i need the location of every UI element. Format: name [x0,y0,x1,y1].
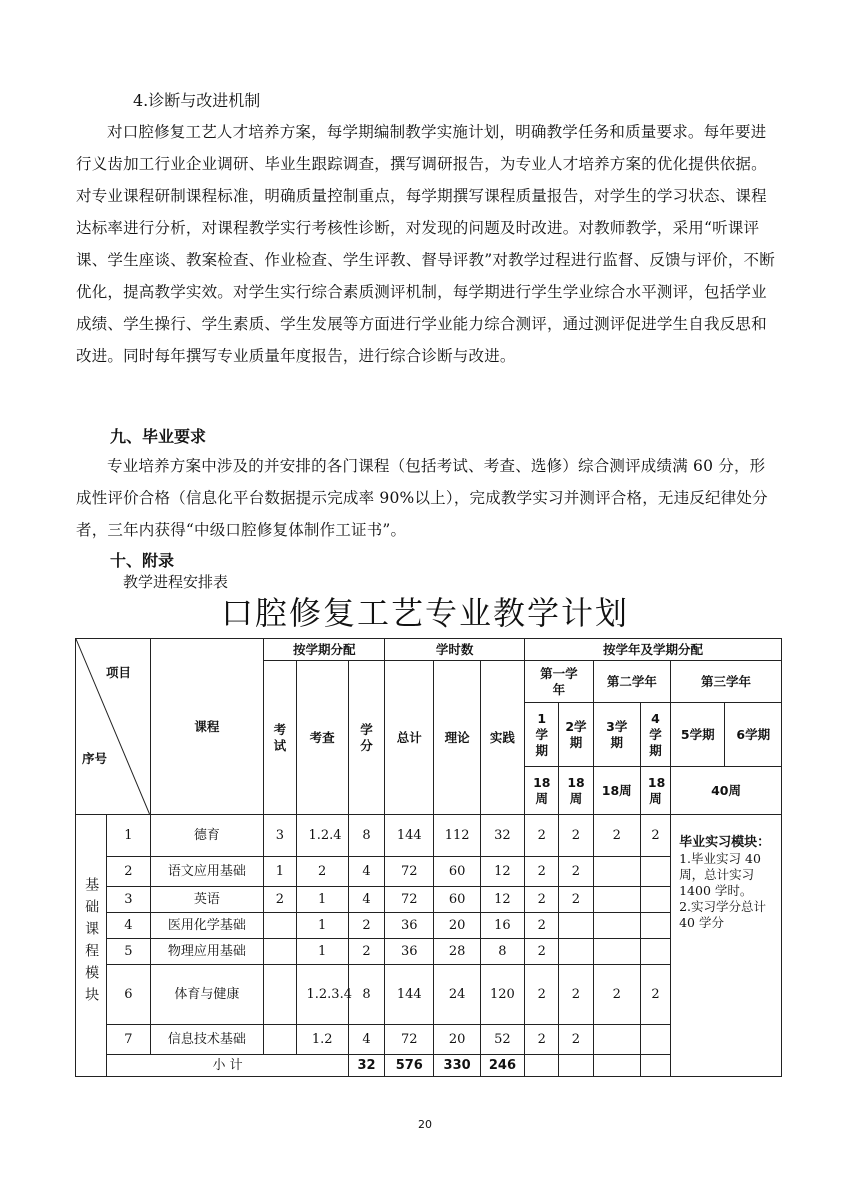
subtotal-credit: 32 [348,1055,384,1077]
sem-4-cell: 2 [640,965,670,1025]
row-no: 6 [107,965,150,1025]
exam-cell [264,1025,296,1055]
subtotal-practice: 246 [480,1055,524,1077]
sem-2-cell [559,913,593,939]
empty-cell [525,1055,559,1077]
sem-4-cell [640,1025,670,1055]
sem-2-cell: 2 [559,1025,593,1055]
sem-3-cell [593,939,640,965]
course-name: 信息技术基础 [150,1025,264,1055]
corner-header-cell [76,639,151,815]
check-cell: 1.2 [296,1025,348,1055]
check-header: 考查 [296,661,348,815]
practice-cell: 120 [480,965,524,1025]
practice-header: 实践 [480,661,524,815]
section-9-body: 专业培养方案中涉及的并安排的各门课程（包括考试、考查、选修）综合测评成绩满 60 分，形成性评价合格（信息化平台数据提示完成率 90%以上），完成教学实习并测评合格，无违反纪律处分者，三年内获得“中级口腔修复体制作工证书”。 [76,457,768,539]
check-cell: 1.2.3.4 [296,965,348,1025]
course-name: 语文应用基础 [150,857,264,887]
sem-1-header: 1学期 [525,703,559,767]
year-1-header: 第一学年 [525,661,593,703]
week-2-header: 18周 [559,767,593,815]
year-dist-header: 按学年及学期分配 [525,639,782,661]
teaching-plan-table [75,638,782,1077]
exam-cell [264,965,296,1025]
sem-2-cell [559,939,593,965]
practice-cell: 16 [480,913,524,939]
exam-cell: 2 [264,887,296,913]
sem-3-cell [593,1025,640,1055]
total-cell: 144 [385,965,434,1025]
sem-1-cell: 2 [525,965,559,1025]
total-cell: 72 [385,1025,434,1055]
sem-1-cell: 2 [525,887,559,913]
appendix-subheading: 教学进程安排表 [123,573,229,591]
subtotal-label: 小 计 [107,1055,349,1077]
credit-cell: 4 [348,887,384,913]
total-header: 总计 [385,661,434,815]
theory-cell: 24 [434,965,480,1025]
week-3-header: 18周 [593,767,640,815]
sem-5-header: 5学期 [671,703,725,767]
sem-1-cell: 2 [525,913,559,939]
section-4-heading: 4.诊断与改进机制 [133,91,261,110]
empty-cell [640,1055,670,1077]
check-cell: 1 [296,913,348,939]
total-cell: 144 [385,815,434,857]
practice-cell: 12 [480,887,524,913]
sem-4-cell [640,857,670,887]
credit-header: 学分 [348,661,384,815]
week-1-header: 18周 [525,767,559,815]
check-cell: 2 [296,857,348,887]
sem-2-cell: 2 [559,857,593,887]
theory-cell: 60 [434,887,480,913]
note-title: 毕业实习模块： [679,835,771,850]
credit-cell: 2 [348,913,384,939]
hours-header: 学时数 [385,639,525,661]
course-name: 体育与健康 [150,965,264,1025]
sem-3-cell: 2 [593,965,640,1025]
practice-cell: 8 [480,939,524,965]
check-cell: 1.2.4 [296,815,348,857]
subtotal-total: 576 [385,1055,434,1077]
theory-cell: 20 [434,1025,480,1055]
row-no: 5 [107,939,150,965]
sem-4-cell: 2 [640,815,670,857]
item-label: 项目 [106,665,132,680]
total-cell: 36 [385,939,434,965]
exam-cell: 3 [264,815,296,857]
course-name: 医用化学基础 [150,913,264,939]
sem-1-cell: 2 [525,939,559,965]
exam-header: 考试 [264,661,296,815]
week-56-header: 40周 [671,767,782,815]
section-4-body: 对口腔修复工艺人才培养方案，每学期编制教学实施计划，明确教学任务和质量要求。每年要进行义齿加工行业企业调研、毕业生跟踪调查，撰写调研报告，为专业人才培养方案的优化提供依据。对专业课程研制课程标准，明确质量控制重点，每学期撰写课程质量报告，对学生的学习状态、课程达标率进行分析，对课程教学实行考核性诊断，对发现的问题及时改进。对教师教学，采用“听课评课、学生座谈、教案检查、作业检查、学生评教、督导评教”对教学过程进行监督、反馈与评价，不断优化，提高教学实效。对学生实行综合素质测评机制，每学期进行学生学业综合水平测评，包括学业成绩、学生操行、学生素质、学生发展等方面进行学业能力综合测评，通过测评促进学生自我反思和改进。同时每年撰写专业质量年度报告，进行综合诊断与改进。 [76,123,775,365]
table-row [76,815,782,857]
year-2-header: 第二学年 [593,661,671,703]
row-no: 2 [107,857,150,887]
sem-1-cell: 2 [525,1025,559,1055]
sem-1-cell: 2 [525,857,559,887]
theory-cell: 28 [434,939,480,965]
sem-4-header: 4学期 [640,703,670,767]
week-4-header: 18周 [640,767,670,815]
exam-cell [264,939,296,965]
sem-1-cell: 2 [525,815,559,857]
semester-dist-header: 按学期分配 [264,639,385,661]
seq-label: 序号 [82,751,108,766]
total-cell: 72 [385,887,434,913]
section-10-heading: 十、附录 [110,551,175,570]
exam-cell: 1 [264,857,296,887]
sem-6-header: 6学期 [725,703,782,767]
sem-3-cell [593,887,640,913]
section-9-heading: 九、毕业要求 [110,427,207,446]
page-number: 20 [418,1118,432,1131]
sem-2-cell: 2 [559,887,593,913]
row-no: 7 [107,1025,150,1055]
row-no: 4 [107,913,150,939]
sem-3-cell: 2 [593,815,640,857]
course-name: 英语 [150,887,264,913]
row-no: 1 [107,815,150,857]
theory-cell: 20 [434,913,480,939]
credit-cell: 2 [348,939,384,965]
empty-cell [593,1055,640,1077]
row-no: 3 [107,887,150,913]
practice-cell: 32 [480,815,524,857]
credit-cell: 8 [348,965,384,1025]
theory-cell: 112 [434,815,480,857]
internship-note [671,815,782,1077]
table-header-row [76,639,782,661]
sem-4-cell [640,939,670,965]
sem-2-cell: 2 [559,815,593,857]
credit-cell: 4 [348,1025,384,1055]
sem-4-cell [640,913,670,939]
sem-4-cell [640,887,670,913]
total-cell: 72 [385,857,434,887]
course-name: 物理应用基础 [150,939,264,965]
course-name: 德育 [150,815,264,857]
course-header: 课程 [150,639,264,815]
sem-2-header: 2学期 [559,703,593,767]
subtotal-theory: 330 [434,1055,480,1077]
exam-cell [264,913,296,939]
theory-cell: 60 [434,857,480,887]
check-cell: 1 [296,887,348,913]
empty-cell [559,1055,593,1077]
total-cell: 36 [385,913,434,939]
note-line-1: 1.毕业实习 40 周，总计实习 1400 学时。 [679,851,761,898]
sem-3-cell [593,913,640,939]
year-3-header: 第三学年 [671,661,782,703]
credit-cell: 4 [348,857,384,887]
note-line-2: 2.实习学分总计 40 学分 [679,899,767,930]
sem-3-header: 3学期 [593,703,640,767]
module-label: 基础课程模块 [76,815,107,1077]
practice-cell: 52 [480,1025,524,1055]
practice-cell: 12 [480,857,524,887]
check-cell: 1 [296,939,348,965]
sem-3-cell [593,857,640,887]
table-title: 口腔修复工艺专业教学计划 [220,594,629,632]
credit-cell: 8 [348,815,384,857]
sem-2-cell: 2 [559,965,593,1025]
theory-header: 理论 [434,661,480,815]
